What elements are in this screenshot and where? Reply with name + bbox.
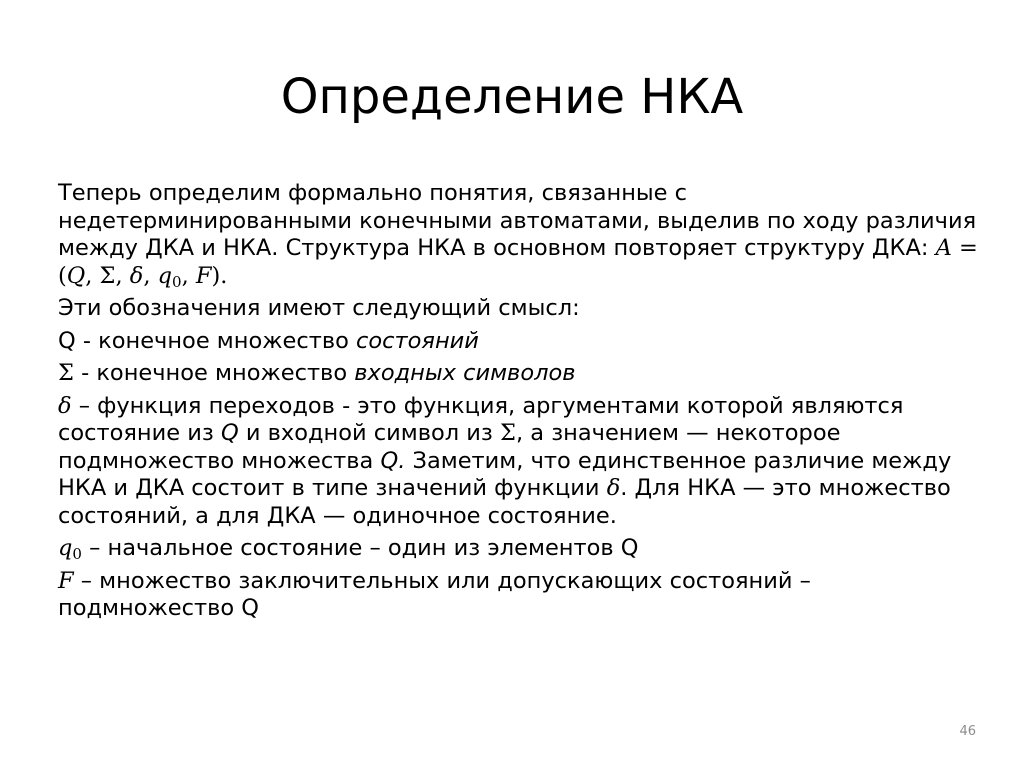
paragraph-q0-symbol: q: [58, 535, 73, 561]
paragraph-Q-lead: Q - конечное множество: [58, 327, 357, 354]
paragraph-structure: [58, 180, 988, 290]
page-number: 46: [959, 724, 976, 739]
paragraph-q0-text: – начальное состояние – один из элементов Q: [81, 535, 639, 561]
paragraph-structure-text: Теперь определим формально понятия, связанные с недетерминированными конечными автоматами, выделив по ходу различия между ДКА и НКА. Структура НКА в основном повторяет структуру ДКА:: [58, 180, 977, 261]
math-comma-sigma: , Σ,: [85, 262, 130, 289]
paragraph-F-text: – множество заключительных или допускающих состояний – подмножество Q: [58, 567, 811, 621]
math-comma-3: ,: [181, 262, 196, 289]
paragraph-F-symbol: F: [58, 567, 74, 594]
paragraph-Q: [58, 328, 988, 356]
paragraph-delta-text-4: Заметим, что единственное различие между НКА и ДКА состоит в типе значений функции: [58, 447, 952, 501]
paragraph-q0-subscript: 0: [72, 545, 82, 563]
paragraph-sigma-symbol: Σ: [58, 360, 74, 386]
paragraph-delta-text-1: – функция переходов - это функция, аргументами которой являются состояние из: [58, 392, 904, 446]
paragraph-delta-symbol: δ: [58, 392, 72, 419]
paragraph-q0: [58, 535, 988, 563]
slide-content: [58, 180, 988, 628]
math-delta: δ: [129, 262, 144, 289]
paragraph-delta-text-3: , а значением — некоторое подмножество множества: [58, 420, 841, 474]
math-F: F: [195, 262, 212, 289]
paragraph-notation-intro: Эти обозначения имеют следующий смысл:: [58, 295, 580, 321]
paragraph-delta-Q-1: Q: [220, 420, 239, 446]
slide-title: Определение НКА: [280, 69, 744, 125]
paragraph-Q-italic: состояний: [356, 327, 479, 354]
paragraph-sigma-italic: входных символов: [354, 360, 576, 386]
math-A: A: [935, 235, 952, 261]
paragraph-delta: [58, 393, 988, 531]
paragraph-sigma: [58, 360, 988, 388]
math-comma-2: ,: [143, 262, 158, 289]
paragraph-F: [58, 568, 988, 623]
math-close: ).: [211, 262, 228, 289]
math-q: q: [157, 262, 173, 289]
paragraph-delta-symbol-2: δ: [606, 475, 621, 501]
math-Q: Q: [66, 262, 86, 289]
math-q-subscript: 0: [172, 272, 182, 291]
math-equals-open: = (: [58, 235, 978, 289]
paragraph-delta-text-5: . Для НКА — это множество состояний, а для ДКА — одиночное состояние.: [58, 475, 951, 529]
paragraph-delta-sigma: Σ: [500, 420, 516, 446]
paragraph-delta-text-2: и входной символ из: [238, 420, 501, 446]
paragraph-delta-Q-2: Q.: [380, 447, 406, 474]
paragraph-sigma-lead: - конечное множество: [73, 360, 355, 386]
